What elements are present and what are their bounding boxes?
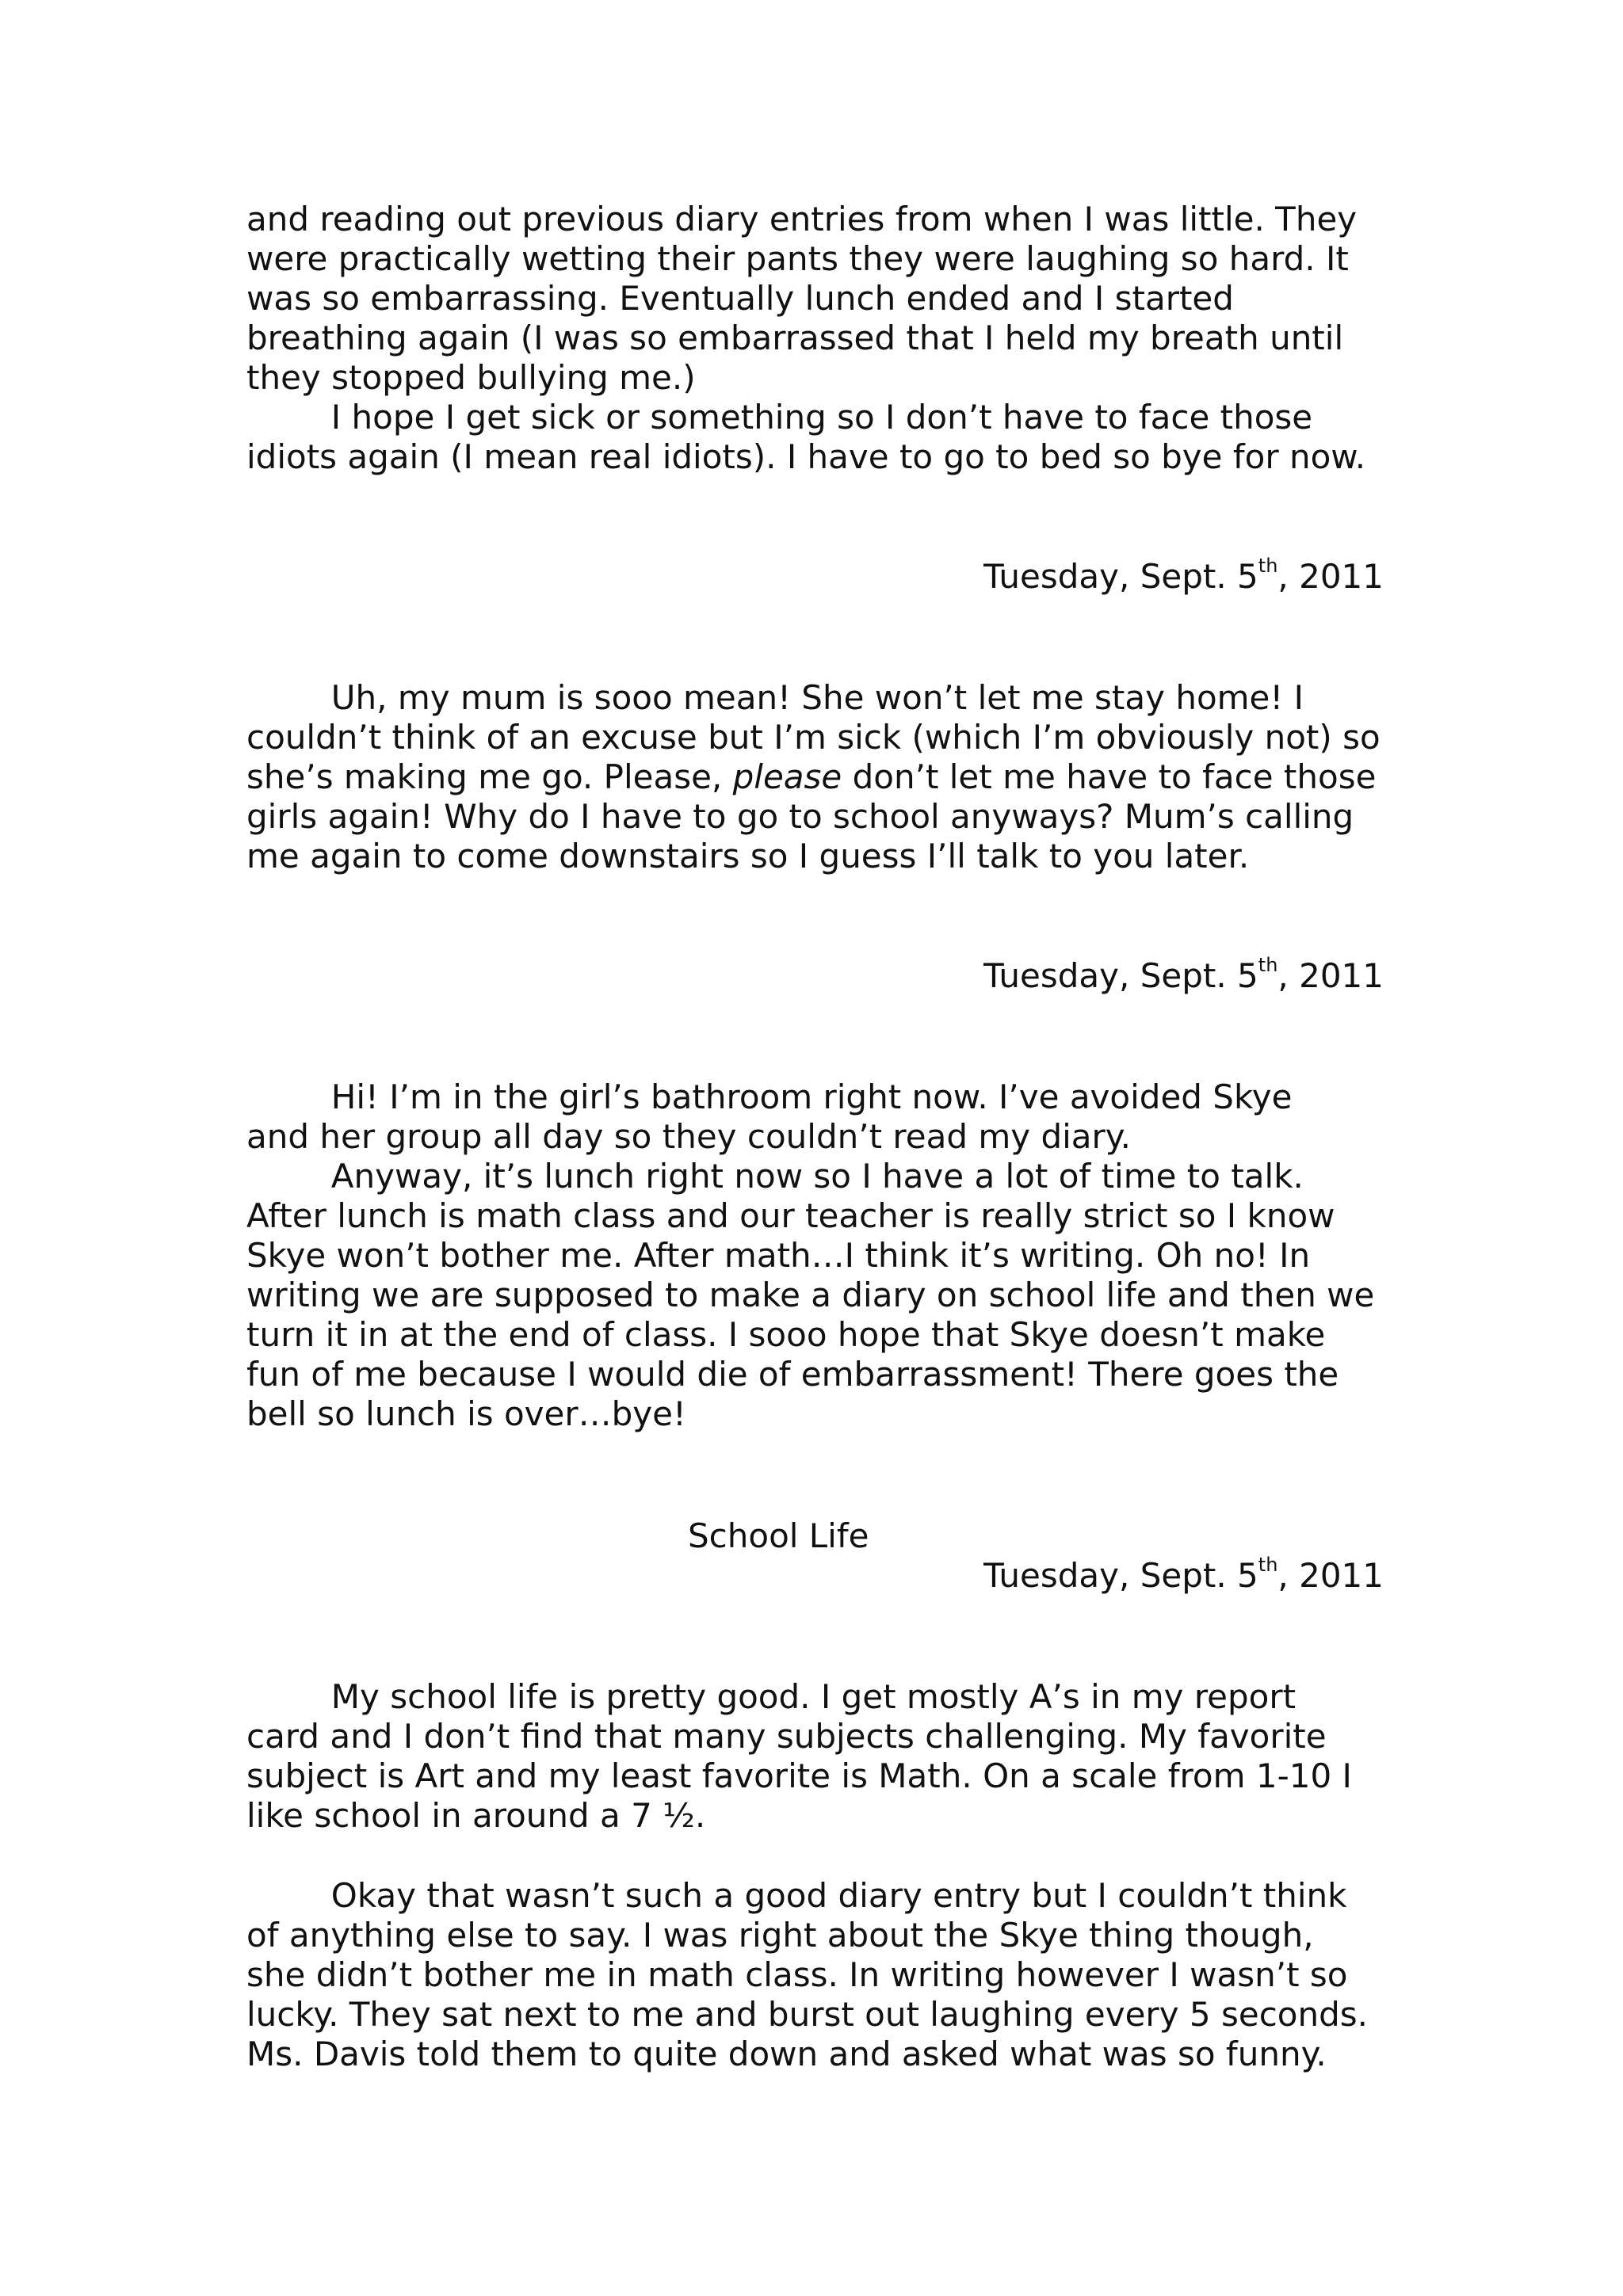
text-line: subject is Art and my least favorite is Math. On a scale from 1-10 I [246, 1756, 1352, 1795]
text-line: idiots again (I mean real idiots). I have to go to bed so bye for now. [246, 437, 1366, 476]
entry-date: Tuesday, Sept. 5th, 2011 [983, 555, 1384, 596]
text-line: breathing again (I was so embarrassed that I held my breath until [246, 318, 1344, 357]
text-line: like school in around a 7 ½. [246, 1796, 706, 1835]
text-line: she’s making me go. Please, please don’t let me have to face those [246, 757, 1377, 796]
text-line: Anyway, it’s lunch right now so I have a lot of time to talk. [246, 1157, 1304, 1196]
text-line: lucky. They sat next to me and burst out laughing every 5 seconds. [246, 1995, 1368, 2034]
text-line: and reading out previous diary entries from when I was little. They [246, 200, 1358, 238]
section-title: School Life [688, 1516, 869, 1555]
text-line: Hi! I’m in the girl’s bathroom right now. I’ve avoided Skye [246, 1077, 1293, 1116]
text-line: and her group all day so they couldn’t read my diary. [246, 1117, 1131, 1156]
entry-date: Tuesday, Sept. 5th, 2011 [983, 954, 1384, 995]
entry-date: Tuesday, Sept. 5th, 2011 [983, 1554, 1384, 1595]
text-line: writing we are supposed to make a diary on school life and then we [246, 1276, 1375, 1314]
text-line: After lunch is math class and our teacher is really strict so I know [246, 1196, 1335, 1235]
text-line: I hope I get sick or something so I don’t have to face those [246, 398, 1313, 437]
text-line: My school life is pretty good. I get mostly A’s in my report [246, 1677, 1296, 1716]
text-line: Skye won’t bother me. After math…I think it’s writing. Oh no! In [246, 1236, 1311, 1275]
text-line: couldn’t think of an excuse but I’m sick (which I’m obviously not) so [246, 718, 1381, 757]
text-line: fun of me because I would die of embarrassment! There goes the [246, 1355, 1339, 1394]
text-line: bell so lunch is over…bye! [246, 1394, 686, 1433]
text-line: girls again! Why do I have to go to school anyways? Mum’s calling [246, 797, 1354, 836]
text-line: me again to come downstairs so I guess I’ll talk to you later. [246, 837, 1250, 875]
text-line: she didn’t bother me in math class. In writing however I wasn’t so [246, 1955, 1348, 1994]
text-line: card and I don’t find that many subjects challenging. My favorite [246, 1717, 1327, 1756]
text-line: Uh, my mum is sooo mean! She won’t let me stay home! I [246, 678, 1304, 717]
text-line: they stopped bullying me.) [246, 358, 696, 397]
text-line: Okay that wasn’t such a good diary entry but I couldn’t think [246, 1876, 1347, 1915]
emphasis-text: please [732, 757, 842, 796]
text-line: turn it in at the end of class. I sooo hope that Skye doesn’t make [246, 1315, 1326, 1354]
text-line: Ms. Davis told them to quite down and asked what was so funny. [246, 2035, 1327, 2073]
text-line: of anything else to say. I was right about the Skye thing though, [246, 1916, 1314, 1955]
text-line: were practically wetting their pants they were laughing so hard. It [246, 239, 1349, 278]
text-line: was so embarrassing. Eventually lunch ended and I started [246, 279, 1234, 318]
